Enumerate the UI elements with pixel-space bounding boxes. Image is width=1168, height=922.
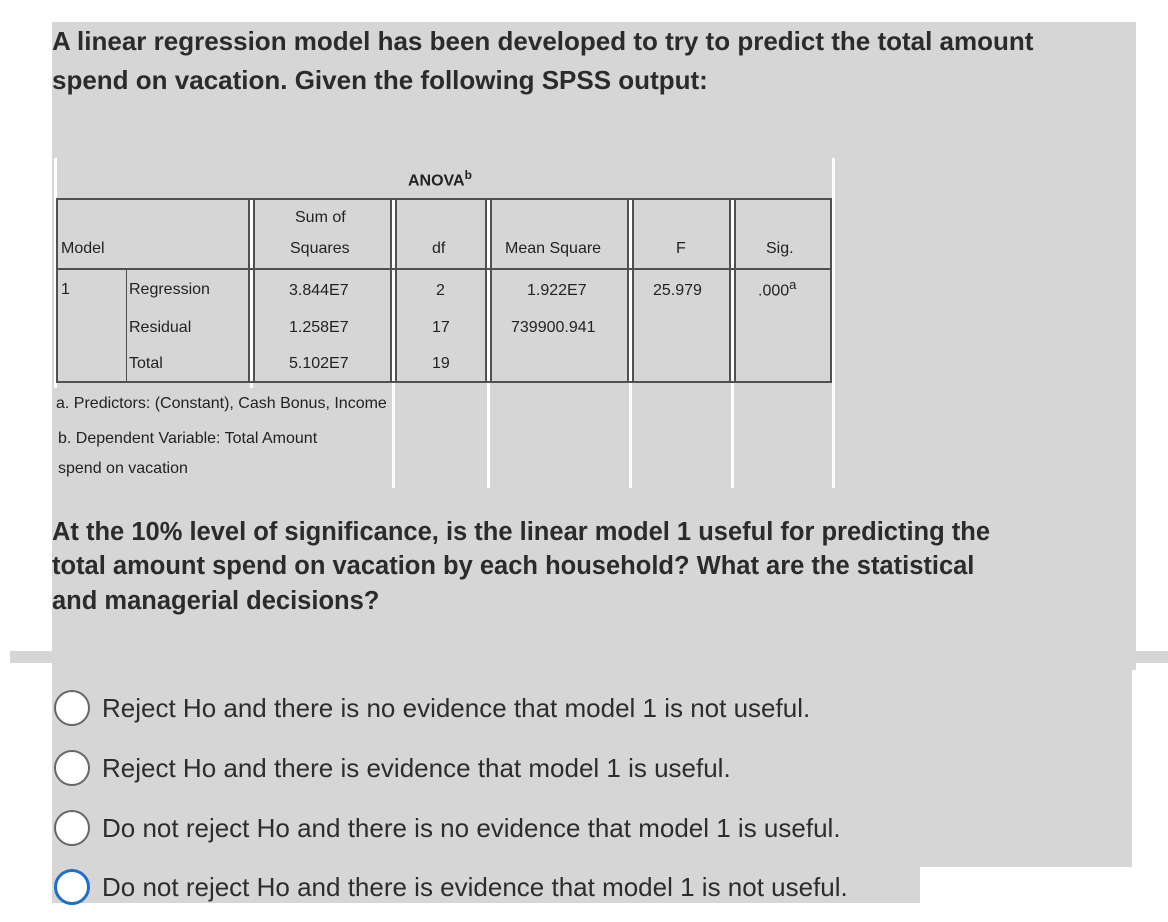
header-model: Model: [61, 240, 105, 257]
cell-sig: .000$^a$: [758, 277, 797, 300]
answer-option-1[interactable]: [54, 690, 810, 726]
table-border-right: [830, 198, 832, 383]
row-label-rule: [126, 270, 127, 381]
footnote-a: a. Predictors: (Constant), Cash Bonus, Income: [56, 395, 387, 412]
footnote-b-line-1: b. Dependent Variable: Total Amount: [58, 430, 318, 447]
answer-option-2[interactable]: [54, 750, 731, 786]
model-number: 1: [61, 281, 70, 298]
divider: [10, 651, 52, 663]
column-rule: [632, 198, 634, 381]
answer-option-4[interactable]: [54, 869, 848, 905]
radio-button[interactable]: [54, 750, 90, 786]
row-label-residual: Residual: [129, 319, 192, 336]
anova-table: [54, 158, 836, 488]
table-border-bottom: [56, 381, 832, 383]
cell-f: 25.979: [653, 282, 702, 299]
column-rule: [734, 198, 736, 381]
question-intro-line-1: A linear regression model has been developed to try to predict the total amount: [52, 26, 1034, 56]
header-squares: Squares: [290, 240, 350, 257]
question-intro-line-2: spend on vacation. Given the following SPSS output:: [52, 65, 708, 95]
header-df: df: [432, 240, 446, 257]
table-header-rule: [56, 268, 832, 270]
column-rule: [627, 198, 629, 381]
column-rule: [490, 198, 492, 381]
cell-mean-sq: 1.922E7: [527, 282, 587, 299]
radio-button[interactable]: [54, 810, 90, 846]
answer-option-label: Do not reject Ho and there is evidence that model 1 is not useful.: [102, 871, 848, 902]
answer-option-label: Do not reject Ho and there is no evidence that model 1 is useful.: [102, 812, 841, 843]
cell-sum-sq: 3.844E7: [289, 282, 349, 299]
table-border-top: [56, 198, 832, 200]
row-label-regression: Regression: [129, 281, 210, 298]
row-label-total: Total: [129, 355, 163, 372]
table-border-left: [56, 198, 58, 383]
anova-title: ANOVA$^b$: [408, 168, 472, 190]
header-mean-square: Mean Square: [505, 240, 602, 257]
cell-df: 19: [432, 355, 450, 372]
header-sig: Sig.: [766, 240, 794, 257]
answer-option-3[interactable]: [54, 810, 841, 846]
column-rule: [729, 198, 731, 381]
column-rule: [248, 198, 250, 381]
column-rule: [485, 198, 487, 381]
header-f: F: [676, 240, 686, 257]
divider: [1136, 651, 1168, 663]
cell-df: 2: [436, 282, 445, 299]
column-rule: [395, 198, 397, 381]
grid-line: [832, 158, 835, 488]
cell-sum-sq: 5.102E7: [289, 355, 349, 372]
footnote-b-line-2: spend on vacation: [58, 460, 188, 477]
question-prompt-line-1: At the 10% level of significance, is the linear model 1 useful for predicting the: [52, 518, 991, 546]
answer-option-label: Reject Ho and there is no evidence that model 1 is not useful.: [102, 692, 811, 723]
answer-option-label: Reject Ho and there is evidence that model 1 is useful.: [102, 752, 731, 783]
radio-button-focused[interactable]: [54, 869, 90, 905]
cell-df: 17: [432, 319, 450, 336]
question-prompt-line-3: and managerial decisions?: [52, 587, 380, 615]
column-rule: [253, 198, 255, 381]
radio-button[interactable]: [54, 690, 90, 726]
question-prompt-line-2: total amount spend on vacation by each household? What are the statistical: [52, 552, 975, 580]
cell-mean-sq: 739900.941: [511, 319, 596, 336]
column-rule: [390, 198, 392, 381]
header-sum-of: Sum of: [295, 209, 346, 226]
cell-sum-sq: 1.258E7: [289, 319, 349, 336]
